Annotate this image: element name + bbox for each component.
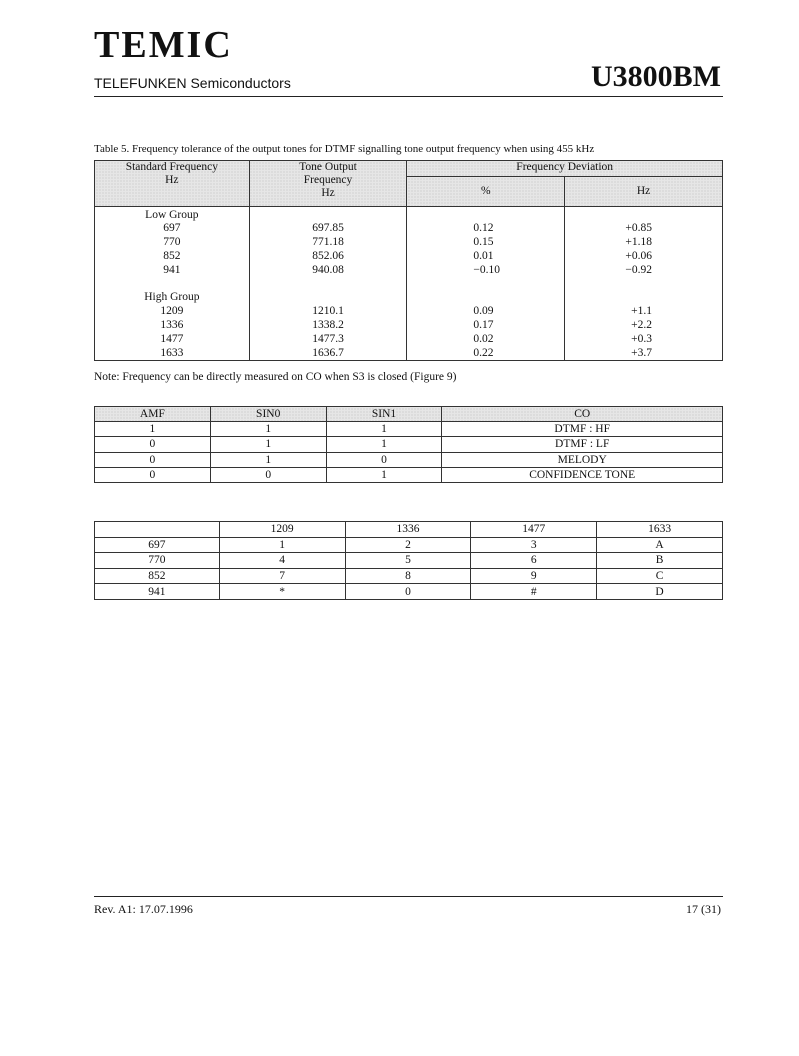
cell: 0 [326,452,442,467]
cell: 6 [471,553,597,569]
cell: 852.06 [249,250,407,264]
footer-rule [94,896,723,897]
cell: 0.09 [407,305,565,319]
cell: C [597,568,723,584]
row-frequency: 697 [95,537,220,553]
header-co: CO [442,407,723,422]
table-row [95,236,723,250]
cell: 0.01 [407,250,565,264]
header-amf: AMF [95,407,211,422]
header-rule [94,96,723,97]
cell: 0.22 [407,347,565,361]
header-frequency-deviation: Frequency Deviation [407,161,723,177]
table-row [95,264,723,278]
cell: 1 [210,437,326,452]
cell: 1 [95,422,211,437]
header-1209: 1209 [219,522,345,538]
cell: 1338.2 [249,319,407,333]
cell: 1477 [95,333,250,347]
header-hz: Hz [565,177,723,207]
cell: −0.92 [565,264,723,278]
cell: MELODY [442,452,723,467]
table-row [95,319,723,333]
header-sin0: SIN0 [210,407,326,422]
cell: 1336 [95,319,250,333]
cell: 1209 [95,305,250,319]
part-number: U3800BM [591,60,721,93]
cell: +0.3 [565,333,723,347]
cell: −0.10 [407,264,565,278]
cell: 1 [210,422,326,437]
low-group-label: Low Group [95,209,250,223]
header-1633: 1633 [597,522,723,538]
table5-caption: Table 5. Frequency tolerance of the output tones for DTMF signalling tone output frequency when using 455 kHz [94,143,595,155]
page-number: 17 (31) [686,902,721,916]
cell: 1477.3 [249,333,407,347]
cell: 1636.7 [249,347,407,361]
cell: +1.1 [565,305,723,319]
table-row [95,537,723,553]
cell: 0 [210,467,326,482]
cell: +3.7 [565,347,723,361]
cell: 771.18 [249,236,407,250]
table-row [95,347,723,361]
table-row [95,584,723,600]
cell: D [597,584,723,600]
table-row [95,422,723,437]
row-frequency: 770 [95,553,220,569]
group-label-row [95,291,723,305]
high-group-label: High Group [95,291,250,305]
cell: 697 [95,222,250,236]
header-standard-frequency: Standard Frequency Hz [95,161,250,207]
cell: 1 [219,537,345,553]
cell: 1210.1 [249,305,407,319]
cell: 0.12 [407,222,565,236]
cell: 0 [95,437,211,452]
header-1477: 1477 [471,522,597,538]
matrix-corner [95,522,220,538]
cell: 1 [326,467,442,482]
dtmf-key-matrix [94,521,723,600]
output-mode-table [94,406,723,483]
frequency-tolerance-table [94,160,723,361]
header-tone-output: Tone Output Frequency Hz [249,161,407,207]
cell: 0 [95,452,211,467]
cell: 7 [219,568,345,584]
cell: 4 [219,553,345,569]
company-name: TELEFUNKEN Semiconductors [94,75,291,91]
cell: 0 [95,467,211,482]
cell: 1 [326,437,442,452]
cell: 852 [95,250,250,264]
table-row [95,333,723,347]
cell: 0.15 [407,236,565,250]
header-percent: % [407,177,565,207]
table-row [95,250,723,264]
revision-date: Rev. A1: 17.07.1996 [94,902,193,916]
row-frequency: 941 [95,584,220,600]
cell: 0.17 [407,319,565,333]
cell: DTMF : LF [442,437,723,452]
cell: 0.02 [407,333,565,347]
group-label-row [95,209,723,223]
cell: 3 [471,537,597,553]
cell: 1 [326,422,442,437]
cell: B [597,553,723,569]
spacer-row [95,277,723,291]
cell: +2.2 [565,319,723,333]
cell: * [219,584,345,600]
cell: 940.08 [249,264,407,278]
cell: 697.85 [249,222,407,236]
row-frequency: 852 [95,568,220,584]
cell: +1.18 [565,236,723,250]
temic-logo: TEMIC [94,24,233,66]
cell: 941 [95,264,250,278]
table-row [95,467,723,482]
cell: 5 [345,553,471,569]
table-row [95,222,723,236]
cell: A [597,537,723,553]
cell: 8 [345,568,471,584]
cell: 0 [345,584,471,600]
cell: DTMF : HF [442,422,723,437]
table-row [95,305,723,319]
cell: +0.06 [565,250,723,264]
measurement-note: Note: Frequency can be directly measured on CO when S3 is closed (Figure 9) [94,371,457,383]
cell: CONFIDENCE TONE [442,467,723,482]
cell: 2 [345,537,471,553]
table-row [95,553,723,569]
table-row [95,437,723,452]
cell: 770 [95,236,250,250]
cell: # [471,584,597,600]
cell: +0.85 [565,222,723,236]
header-sin1: SIN1 [326,407,442,422]
table-row [95,568,723,584]
cell: 9 [471,568,597,584]
table-row [95,452,723,467]
cell: 1633 [95,347,250,361]
header-1336: 1336 [345,522,471,538]
cell: 1 [210,452,326,467]
